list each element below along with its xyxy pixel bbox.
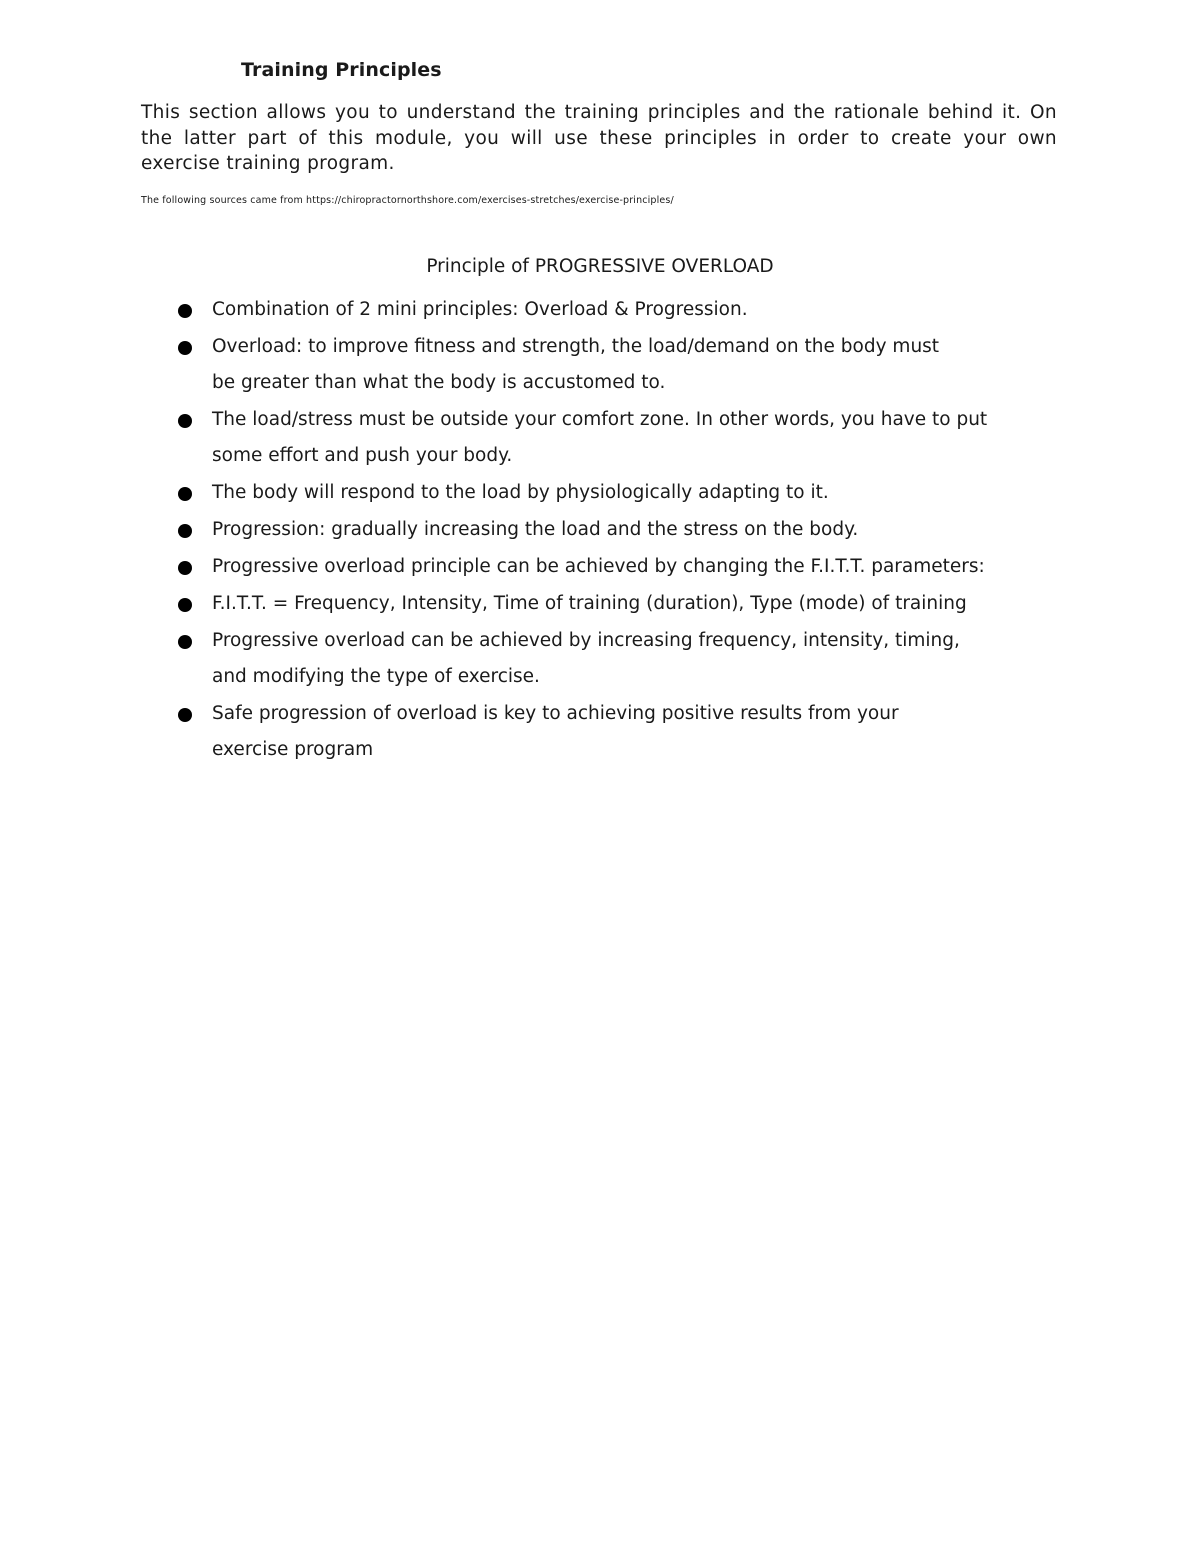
bullet-text: The body will respond to the load by physiologically adapting to it. — [212, 482, 829, 503]
bullet-icon — [178, 635, 192, 649]
bullet-icon — [178, 561, 192, 575]
bullet-icon — [178, 414, 192, 428]
bullet-icon — [178, 304, 192, 318]
bullet-item — [176, 623, 1066, 695]
bullet-item — [176, 586, 1066, 622]
bullet-item — [176, 549, 1066, 585]
bullet-icon — [178, 598, 192, 612]
bullet-text: Combination of 2 mini principles: Overload & Progression. — [212, 299, 748, 320]
bullet-icon — [178, 708, 192, 722]
bullet-item — [176, 292, 1066, 328]
bullet-text: Progressive overload can be achieved by increasing frequency, intensity, timing, and modifying the type of exercise. — [212, 630, 960, 687]
bullet-item — [176, 402, 1066, 474]
source-note: The following sources came from https://chiropractornorthshore.com/exercises-stretches/exercise-principles/ — [141, 195, 674, 206]
bullet-item — [176, 329, 1066, 401]
bullet-text: Safe progression of overload is key to achieving positive results from your exercise program — [212, 703, 899, 760]
principles-bullet-list — [176, 292, 1066, 769]
intro-paragraph: This section allows you to understand the training principles and the rationale behind it. On the latter part of this module, you will use these principles in order to create your own exercise training program. — [141, 102, 1057, 174]
bullet-icon — [178, 487, 192, 501]
bullet-text: Progression: gradually increasing the load and the stress on the body. — [212, 519, 859, 540]
bullet-icon — [178, 341, 192, 355]
bullet-text: F.I.T.T. = Frequency, Intensity, Time of training (duration), Type (mode) of training — [212, 593, 967, 614]
bullet-item — [176, 475, 1066, 511]
section-heading: Principle of PROGRESSIVE OVERLOAD — [426, 256, 774, 277]
document-title: Training Principles — [241, 59, 442, 81]
bullet-text: The load/stress must be outside your comfort zone. In other words, you have to put some effort and push your body. — [212, 409, 988, 466]
bullet-item — [176, 512, 1066, 548]
bullet-text: Overload: to improve fitness and strength, the load/demand on the body must be greater than what the body is accustomed to. — [212, 336, 940, 393]
bullet-item — [176, 696, 1066, 768]
bullet-icon — [178, 524, 192, 538]
bullet-text: Progressive overload principle can be achieved by changing the F.I.T.T. parameters: — [212, 556, 985, 577]
